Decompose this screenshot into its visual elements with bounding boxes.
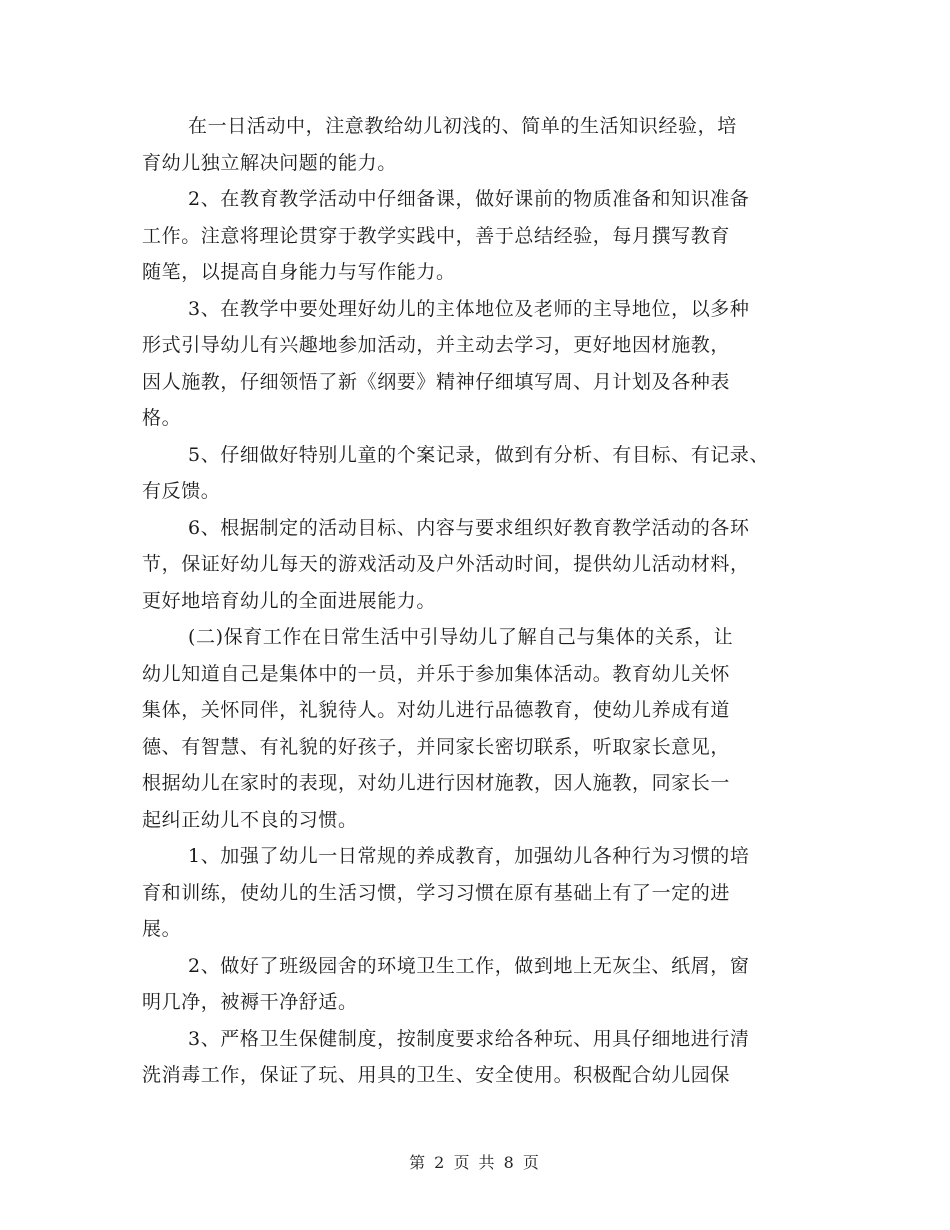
text-line: 根据幼儿在家时的表现，对幼儿进行因材施教，因人施教，同家长一 [142, 772, 731, 794]
page-number-footer: 第 2 页 共 8 页 [409, 1153, 541, 1172]
text-line: 格。 [142, 407, 182, 429]
text-line: 在一日活动中，注意教给幼儿初浅的、简单的生活知识经验，培 [188, 115, 737, 137]
text-line: 形式引导幼儿有兴趣地参加活动，并主动去学习，更好地因材施教， [142, 334, 731, 356]
text-line: (二)保育工作在日常生活中引导幼儿了解自己与集体的关系，让 [188, 626, 734, 648]
text-line: 随笔，以提高自身能力与写作能力。 [142, 261, 456, 283]
text-line: 德、有智慧、有礼貌的好孩子，并同家长密切联系，听取家长意见， [142, 735, 731, 758]
text-line: 有反馈。 [142, 480, 221, 502]
text-line: 明几净，被褥干净舒适。 [142, 991, 358, 1013]
text-line: 起纠正幼儿不良的习惯。 [142, 808, 358, 831]
text-line: 育幼儿独立解决问题的能力。 [142, 151, 397, 174]
text-line: 5、仔细做好特别儿童的个案记录，做到有分析、有目标、有记录、 [188, 443, 770, 466]
text-line: 3、在教学中要处理好幼儿的主体地位及老师的主导地位，以多种 [188, 297, 750, 320]
text-line: 3、严格卫生保健制度，按制度要求给各种玩、用具仔细地进行清 [188, 1027, 750, 1050]
text-line: 洗消毒工作，保证了玩、用具的卫生、安全使用。积极配合幼儿园保 [142, 1064, 731, 1086]
text-line: 节，保证好幼儿每天的游戏活动及户外活动时间，提供幼儿活动材料， [142, 553, 750, 575]
document-body [142, 108, 812, 1094]
text-line: 2、在教育教学活动中仔细备课，做好课前的物质准备和知识准备 [188, 188, 750, 210]
text-line: 6、根据制定的活动目标、内容与要求组织好教育教学活动的各环 [188, 516, 750, 539]
text-line: 集体，关怀同伴，礼貌待人。对幼儿进行品德教育，使幼儿养成有道 [142, 699, 731, 721]
text-line: 工作。注意将理论贯穿于教学实践中，善于总结经验，每月撰写教育 [142, 224, 731, 247]
text-line: 因人施教，仔细领悟了新《纲要》精神仔细填写周、月计划及各种表 [142, 370, 731, 393]
text-line: 更好地培育幼儿的全面进展能力。 [142, 589, 437, 612]
text-line: 展。 [142, 918, 182, 940]
text-line: 幼儿知道自己是集体中的一员，并乐于参加集体活动。教育幼儿关怀 [142, 662, 731, 685]
text-line: 2、做好了班级园舍的环境卫生工作，做到地上无灰尘、纸屑，窗 [188, 954, 750, 977]
text-line: 育和训练，使幼儿的生活习惯，学习习惯在原有基础上有了一定的进 [142, 881, 731, 904]
text-line: 1、加强了幼儿一日常规的养成教育，加强幼儿各种行为习惯的培 [188, 845, 750, 867]
